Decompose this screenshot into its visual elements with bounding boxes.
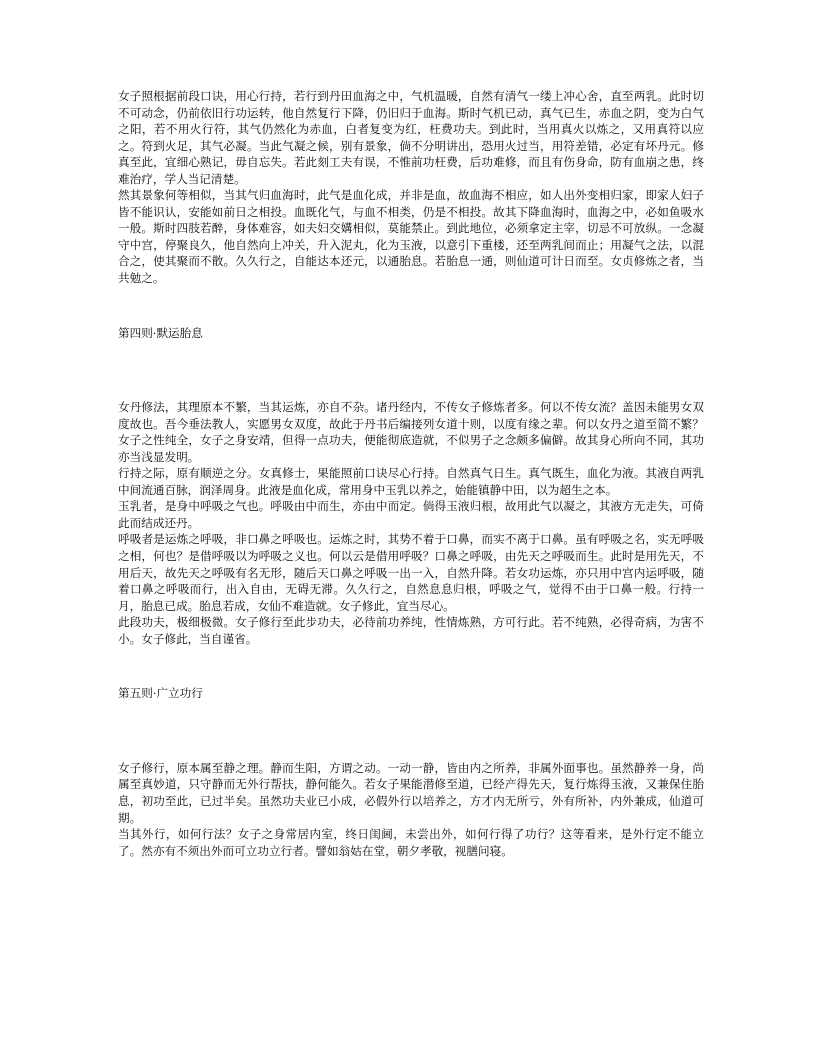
paragraph-8: 女子修行，原本属至静之理。静而生阳，方谓之动。一动一静，皆由内之所养，非属外面事也。虽然静养一身，尚属至真妙道，只守静而无外行帮扶，静何能久。若女子果能潜修至道，已经产得先天，复行炼得玉液，又兼保住胎息，初功至此，已过半矣。虽然功夫业已小成，必假外行以培养之，方才内无所亏，外有所补，内外兼成，仙道可期。: [118, 760, 704, 825]
paragraph-7: 此段功夫，极细极微。女子修行至此步功夫，必待前功养纯，性情炼熟，方可行此。若不纯熟，必得奇病，为害不小。女子修此，当自谨省。: [118, 615, 704, 646]
spacer-before-heading-4: [118, 287, 704, 325]
section-heading-5: 第五则·广立功行: [118, 686, 203, 701]
spacer-before-heading-5: [118, 647, 704, 685]
paragraph-5: 玉乳者，是身中呼吸之气也。呼吸由中而生，亦由中而定。倘得玉液归根，故用此气以凝之，其液方无走失，可倚此而结成还丹。: [118, 499, 704, 530]
paragraph-4: 行持之际，原有顺逆之分。女真修士，果能照前口诀尽心行持。自然真气日生。真气既生，血化为液。其液自两乳中间流通百脉，润泽周身。此液是血化成，常用身中玉乳以养之，始能镇静中田，以为超生之本。: [118, 466, 704, 497]
paragraph-9: 当其外行，如何行法？女子之身常居内室，终日闺阃，未尝出外，如何行得了功行？这等看来，是外行定不能立了。然亦有不须出外而可立功立行者。譬如翁姑在堂，朝夕孝敬，视膳问寝。: [118, 827, 704, 858]
document-body: [118, 88, 704, 859]
paragraph-6: 呼吸者是运炼之呼吸，非口鼻之呼吸也。运炼之时，其势不着于口鼻，而实不离于口鼻。虽有呼吸之名，实无呼吸之相，何也？是借呼吸以为呼吸之义也。何以云是借用呼吸？口鼻之呼吸，由先天之呼吸而生。此时是用先天，不用后天，故先天之呼吸有名无形，随后天口鼻之呼吸一出一入，自然升降。若女功运炼，亦只用中宫内运呼吸，随着口鼻之呼吸而行，出入自由，无碍无滞。久久行之，自然息息归根，呼吸之气，觉得不由于口鼻一般。行持一月，胎息已成。胎息若成，女仙不难造就。女子修此，宜当尽心。: [118, 532, 704, 613]
paragraph-3: 女丹修法，其理原本不繁，当其运炼，亦自不杂。诸丹经内，不传女子修炼者多。何以不传女流？盖因未能男女双度故也。吾今垂法教人，实愿男女双度，故此于丹书后编接列女道十则，以度有缘之辈。何以女丹之道至简不繁？女子之性纯全，女子之身安靖，但得一点功夫，便能彻底造就，不似男子之念颇多偏僻。故其身心所向不同，其功亦当浅显发明。: [118, 400, 704, 464]
paragraph-2: 然其景象何等相似，当其气归血海时，此气是血化成，并非是血，故血海不相应，如人出外变相归家，即家人妇子皆不能识认，安能如前日之相投。血既化气，与血不相类，仍是不相投。故其下降血海时，血海之中，必如鱼吸水一般。斯时四肢若醉，身体难容，如夫妇交媾相似，莫能禁止。到此地位，必须拿定主宰，切忌不可放纵。一念凝守中宫，停聚良久，他自然向上冲关，升入泥丸，化为玉液，以意引下重楼，还至两乳间而止；用凝气之法，以混合之，使其聚而不散。久久行之，自能达本还元，以通胎息。若胎息一通，则仙道可计日而至。女贞修炼之者，当共勉之。: [118, 188, 704, 286]
spacer-after-heading-5: [118, 702, 704, 760]
spacer-after-heading-4: [118, 341, 704, 399]
section-heading-4: 第四则·默运胎息: [118, 325, 203, 340]
paragraph-1: 女子照根据前段口诀，用心行持，若行到丹田血海之中，气机温暖，自然有清气一缕上冲心舍，直至两乳。此时切不可动念，仍前依旧行功运转，他自然复行下降，仍旧归于血海。斯时气机已动，真气已生，赤血之阴，变为白气之阳，若不用火行符，其气仍然化为赤血，白者复变为红，枉费功夫。到此时，当用真火以炼之，又用真符以应之。符到火足，其气必凝。当此气凝之候，别有景象，倘不分明讲出，恐用火过当，用符差错，必定有坏丹元。修真至此，宜细心熟记，毋自忘失。若此刻工夫有误，不惟前功枉费，后功难修，而且有伤身命，防有血崩之患，终难治疗，学人当记清楚。: [118, 89, 704, 186]
